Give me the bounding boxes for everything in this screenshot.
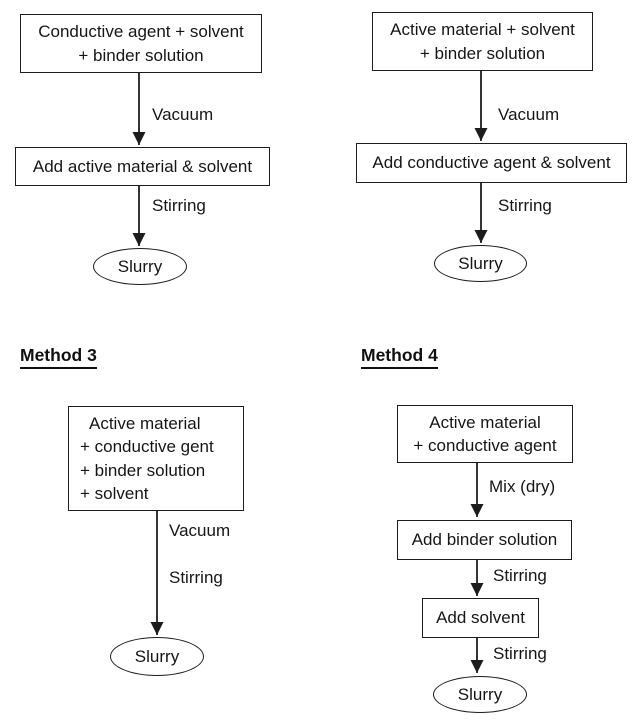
method3-start-line1: Active material [89, 413, 201, 433]
method4-step3-box [422, 598, 539, 638]
method2-slurry-text: Slurry [458, 253, 503, 273]
method2-vacuum-label: Vacuum [498, 105, 560, 124]
method3-start-box [68, 406, 244, 511]
method4-stirring2-label: Stirring [493, 644, 547, 663]
method3-slurry-ellipse [110, 637, 204, 676]
method3-start-line2: + conductive gent [80, 437, 214, 457]
method1-step2-text: Add active material & solvent [32, 156, 253, 176]
method4-title: Method 4 [361, 345, 438, 369]
method4-mix-label: Mix (dry) [489, 477, 556, 496]
method2-step2-box [356, 143, 627, 183]
method1-start-line1: Conductive agent + solvent [38, 22, 244, 42]
method2-slurry-ellipse [434, 245, 527, 282]
method1-start-line2: + binder solution [78, 45, 204, 65]
method2-start-line2: + binder solution [419, 43, 546, 63]
method4-start-box [397, 405, 573, 463]
method3-slurry-text: Slurry [134, 646, 180, 666]
method3-start-line4: + solvent [80, 483, 149, 503]
method4-step3-text: Add solvent [436, 608, 525, 628]
method2-stirring-label: Stirring [498, 196, 552, 215]
method4-slurry-ellipse [433, 676, 527, 713]
method1-stirring-label: Stirring [152, 196, 206, 215]
method1-slurry-ellipse [93, 248, 187, 285]
method2-start-line1: Active material + solvent [390, 20, 575, 40]
method3-stirring-label: Stirring [169, 568, 223, 587]
method1-step2-box [15, 147, 270, 186]
method3-vacuum-label: Vacuum [169, 521, 231, 540]
method4-step2-box [397, 520, 572, 560]
method3-start-line3: + binder solution [80, 460, 206, 480]
method2-step2-text: Add conductive agent & solvent [372, 153, 611, 173]
method4-slurry-text: Slurry [457, 684, 503, 704]
method4-step2-text: Add binder solution [411, 530, 558, 550]
method1-vacuum-label: Vacuum [152, 105, 214, 124]
method4-start-line1: Active material [429, 412, 541, 432]
method3-title: Method 3 [20, 345, 97, 369]
method2-start-box [372, 12, 593, 71]
method4-start-line2: + conductive agent [413, 436, 557, 455]
method1-slurry-text: Slurry [117, 256, 163, 276]
method1-start-box [20, 14, 262, 73]
method4-stirring1-label: Stirring [493, 566, 547, 585]
